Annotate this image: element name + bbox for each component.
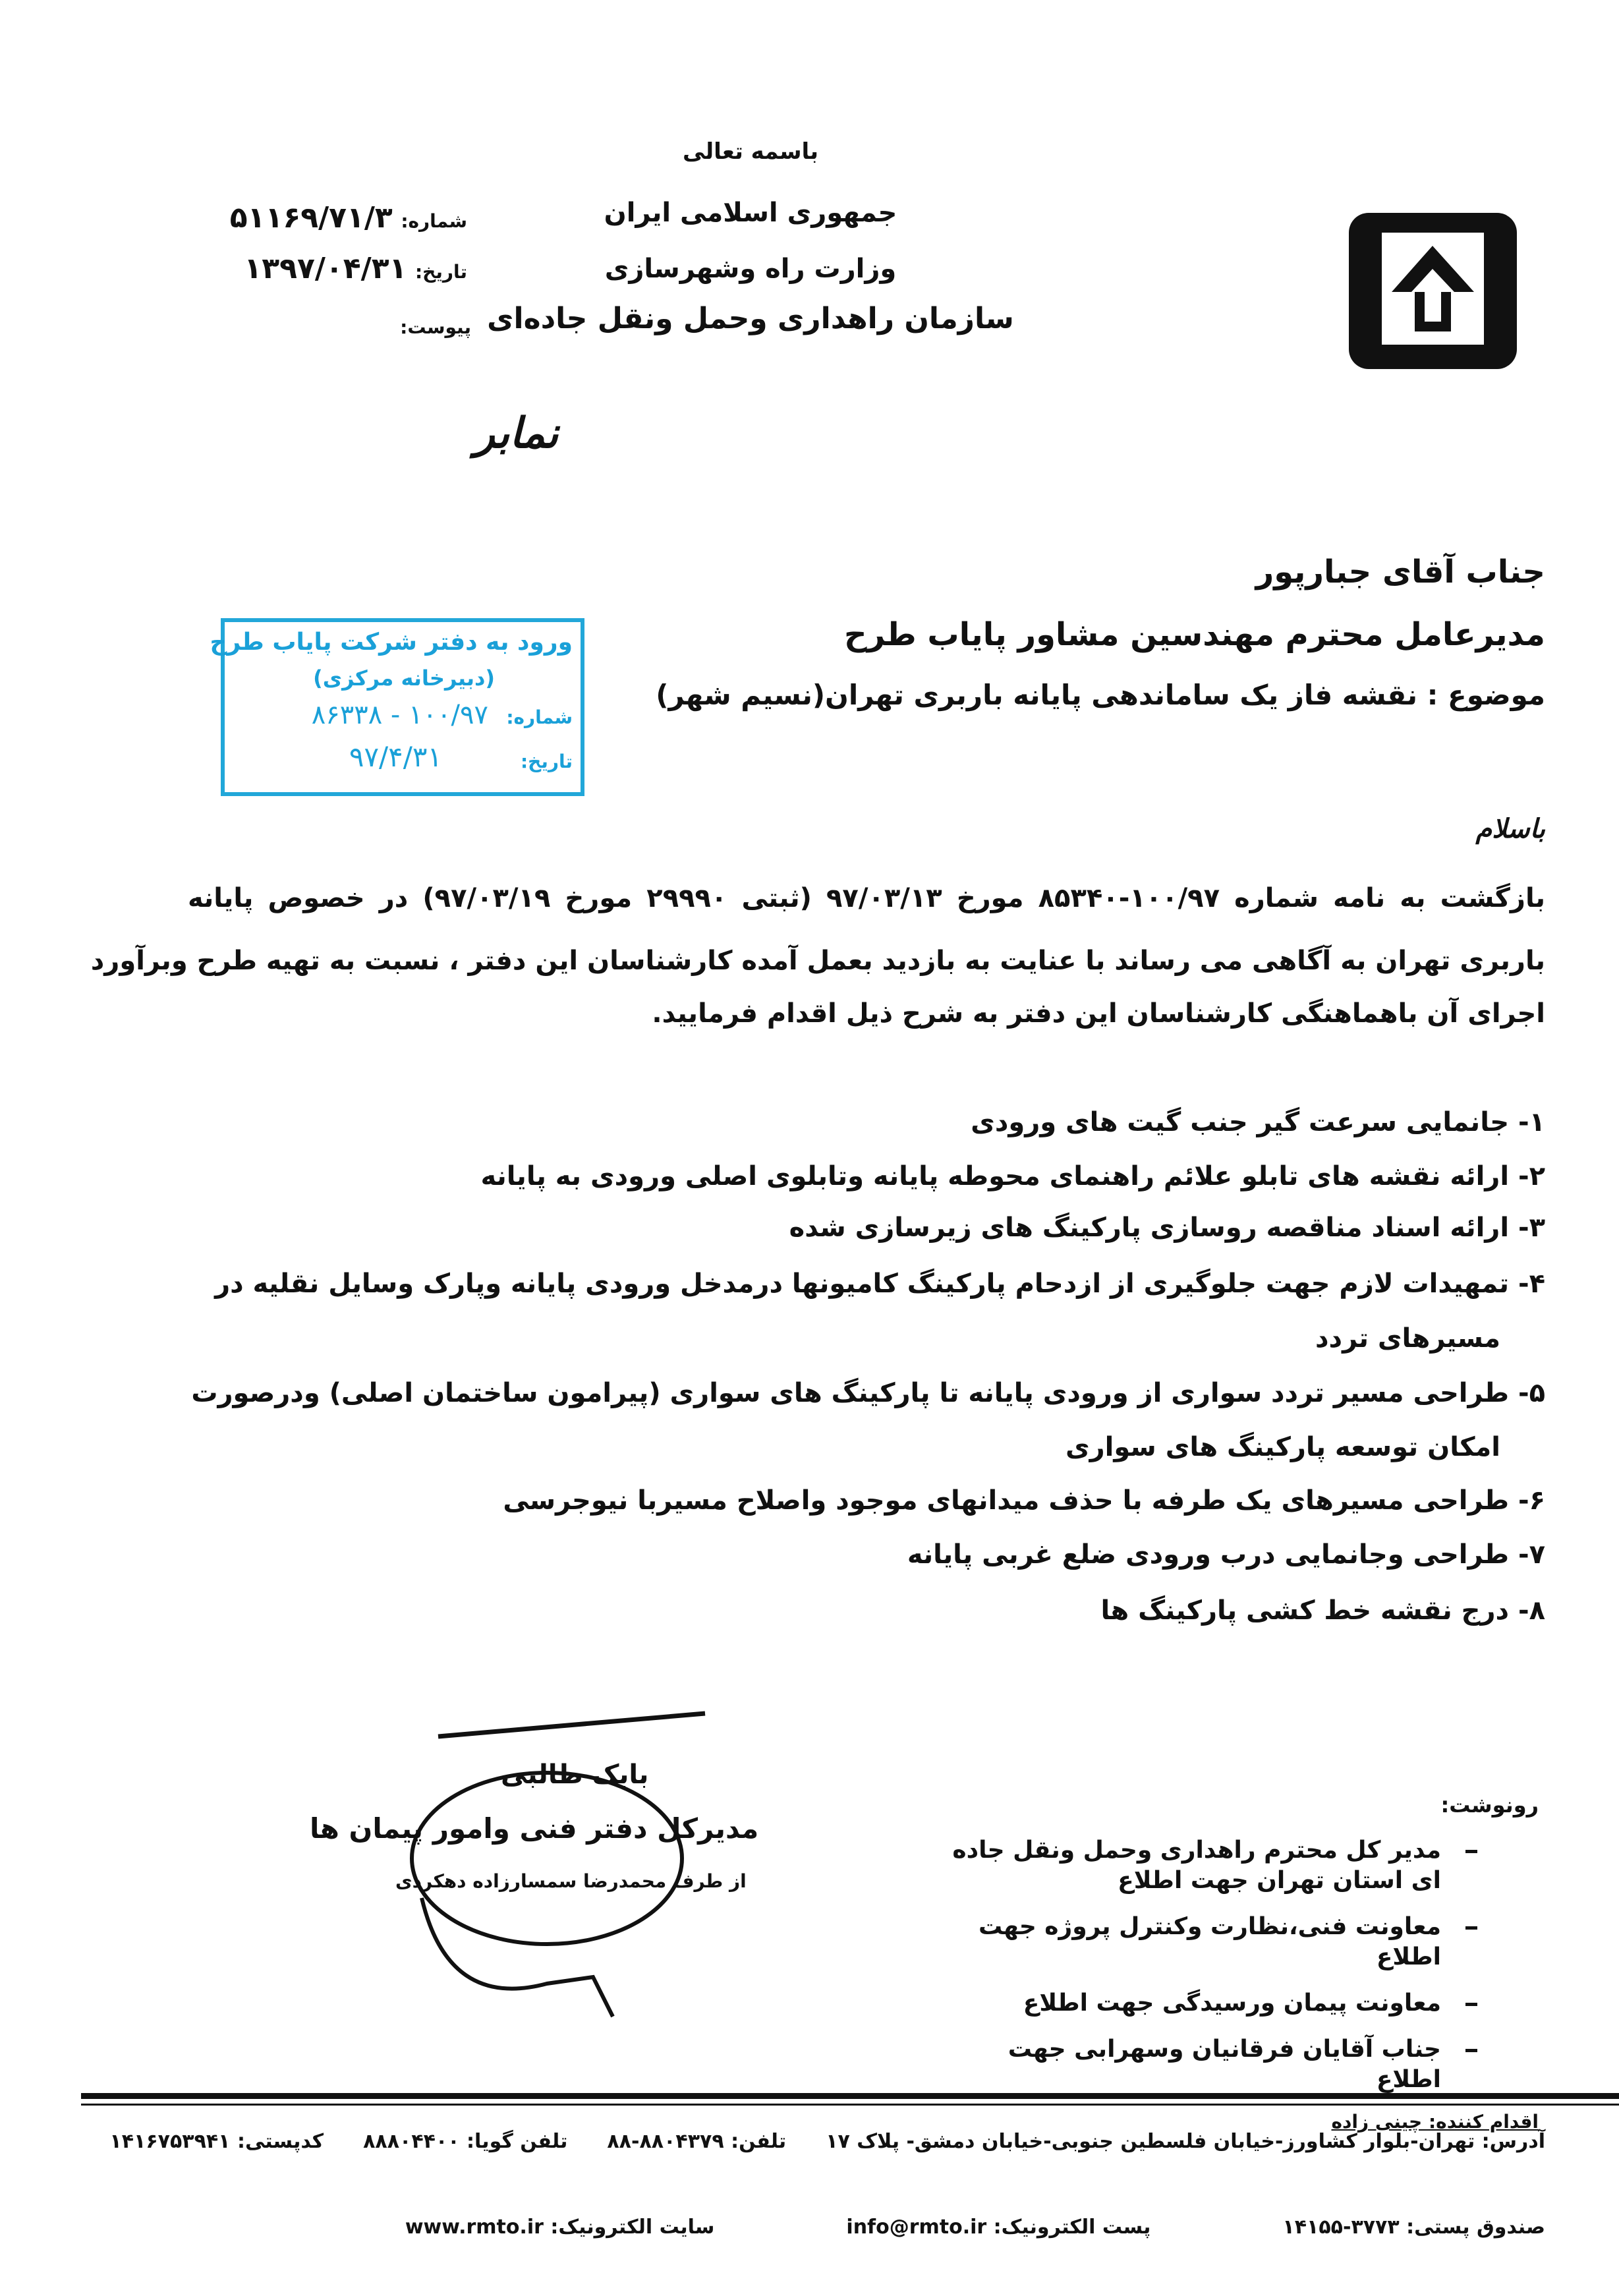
cc-item [937, 2034, 1477, 2095]
cc-dash [1465, 1850, 1477, 1853]
rmto-logo-icon [1342, 206, 1523, 376]
ministry-name: وزارت راه وشهرسازی [604, 254, 897, 284]
list-item: ۵- طراحی مسیر تردد سواری از ورودی پایانه تا پارکینگ های سواری (پیرامون ساختمان اصلی) ودرصورت [191, 1378, 1545, 1408]
footer-website[interactable]: سایت الکترونیک: www.rmto.ir [405, 2216, 715, 2239]
body-line-2: باربری تهران به آگاهی می رساند با عنایت به بازدید بعمل آمده کارشناسان این دفتر ، نسبت به تهیه طرح وبرآورد [90, 946, 1545, 976]
list-item: ۴- تمهیدات لازم جهت جلوگیری از ازدحام پارکینگ کامیونها درمدخل ورودی پایانه وپارک وسایل نقلیه در [215, 1269, 1545, 1299]
date-label: تاریخ: [414, 261, 467, 283]
recipient-salutation: جناب آقای جبارپور [1255, 554, 1545, 590]
action-by: اقدام کننده: چینی زاده [1331, 2111, 1539, 2133]
footer-fax: تلفن گویا: ۸۸۸۰۴۴۰۰ [363, 2130, 568, 2153]
number-label: شماره: [401, 210, 467, 232]
cc-item [937, 1835, 1477, 1896]
country-name: جمهوری اسلامی ایران [604, 198, 897, 228]
cc-dash [1465, 2003, 1477, 2006]
cc-label: رونوشت: [1440, 1793, 1539, 1818]
cc-item-text: معاونت فنی،نظارت وکنترل پروژه جهت اطلاع [978, 1913, 1441, 1970]
list-item: ۷- طراحی وجانمایی درب ورودی ضلع غربی پایانه [907, 1539, 1545, 1570]
date-value: ۱۳۹۷/۰۴/۳۱ [244, 252, 407, 285]
footer-email[interactable]: پست الکترونیک: info@rmto.ir [846, 2216, 1151, 2239]
organization-name: سازمان راهداری وحمل ونقل جاده‌ای [487, 302, 1014, 335]
stamp-date-value: ۹۷/۴/۳۱ [349, 741, 442, 773]
footer-divider-thin [81, 2104, 1619, 2106]
footer-phone: تلفن: ۸۸۰۴۳۷۹-۸۸ [607, 2130, 787, 2153]
stamp-number-value: ۱۰۰/۹۷ - ۸۶۳۳۸ [311, 700, 488, 730]
signatory-name: بابک طالبی [501, 1760, 649, 1790]
receipt-stamp [210, 618, 584, 796]
cc-item [937, 1912, 1477, 1972]
letter-number [230, 201, 467, 235]
attachment-label: پیوست: [400, 316, 471, 338]
list-item-continued: مسیرهای تردد [1315, 1323, 1500, 1354]
recipient-title: مدیرعامل محترم مهندسین مشاور پایاب طرح [844, 616, 1545, 653]
list-item-continued: امکان توسعه پارکینگ های سواری [1065, 1432, 1500, 1462]
handwritten-fax-note: نمابر [474, 409, 559, 458]
stamp-line1: ورود به دفتر شرکت پایاب طرح [210, 629, 573, 656]
cc-list [937, 1835, 1539, 2133]
body-line-1: بازگشت به نامه شماره ۱۰۰/۹۷-۸۵۳۴۰ مورخ ۹۷/۰۳/۱۳ (ثبتی ۲۹۹۹۰ مورخ ۹۷/۰۳/۱۹) در خصوص پایانه [188, 883, 1545, 913]
footer-postal-code: کدپستی: ۱۴۱۶۷۵۳۹۴۱ [109, 2130, 324, 2153]
list-item: ۳- ارائه اسناد مناقصه روسازی پارکینگ های زیرسازی شده [789, 1213, 1545, 1243]
footer-divider [81, 2093, 1619, 2099]
footer-contact-row [81, 2129, 1545, 2155]
greeting: باسلام [1475, 814, 1545, 844]
signatory-title: مدیرکل دفتر فنی وامور پیمان ها [310, 1812, 759, 1845]
footer-address: آدرس: تهران-بلوار کشاورز-خیابان فلسطین جنوبی-خیابان دمشق- پلاک ۱۷ [826, 2130, 1545, 2153]
number-value: ۵۱۱۶۹/۷۱/۳ [229, 201, 393, 235]
cc-item-text: مدیر کل محترم راهداری وحمل ونقل جاده ای استان تهران جهت اطلاع [952, 1837, 1441, 1894]
cc-dash [1465, 1926, 1477, 1930]
signatory-on-behalf: از طرف محمدرضا سمسارزاده دهکردی [395, 1870, 747, 1892]
list-item: ۲- ارائه نقشه های تابلو علائم راهنمای محوطه پایانه وتابلوی اصلی ورودی به پایانه [480, 1161, 1545, 1191]
letter-date [244, 252, 467, 285]
list-item: ۸- درج نقشه خط کشی پارکینگ ها [1100, 1595, 1545, 1626]
stamp-line2: (دبیرخانه مرکزی) [313, 666, 495, 691]
footer-online-row [81, 2214, 1545, 2241]
cc-dash [1465, 2049, 1477, 2052]
stamp-number-label: شماره: [506, 706, 573, 728]
list-item: ۱- جانمایی سرعت گیر جنب گیت های ورودی [971, 1107, 1545, 1137]
list-item: ۶- طراحی مسیرهای یک طرفه با حذف میدانهای موجود واصلاح مسیربا نیوجرسی [503, 1485, 1545, 1516]
subject-line: موضوع : نقشه فاز یک ساماندهی پایانه باربری تهران(نسیم شهر) [656, 679, 1545, 711]
cc-item [937, 1988, 1477, 2019]
footer-po-box: صندوق پستی: ۳۷۷۳-۱۴۱۵۵ [1282, 2216, 1545, 2239]
cc-item-text: جناب آقایان فرقانیان وسهرابی جهت اطلاع [1008, 2036, 1441, 2093]
stamp-date-label: تاریخ: [520, 751, 573, 772]
body-line-3: اجرای آن باهماهنگی کارشناسان این دفتر به شرح ذیل اقدام فرمایید. [652, 998, 1545, 1029]
invocation: باسمه تعالی [682, 138, 819, 165]
cc-item-text: معاونت پیمان ورسیدگی جهت اطلاع [1023, 1990, 1441, 2017]
